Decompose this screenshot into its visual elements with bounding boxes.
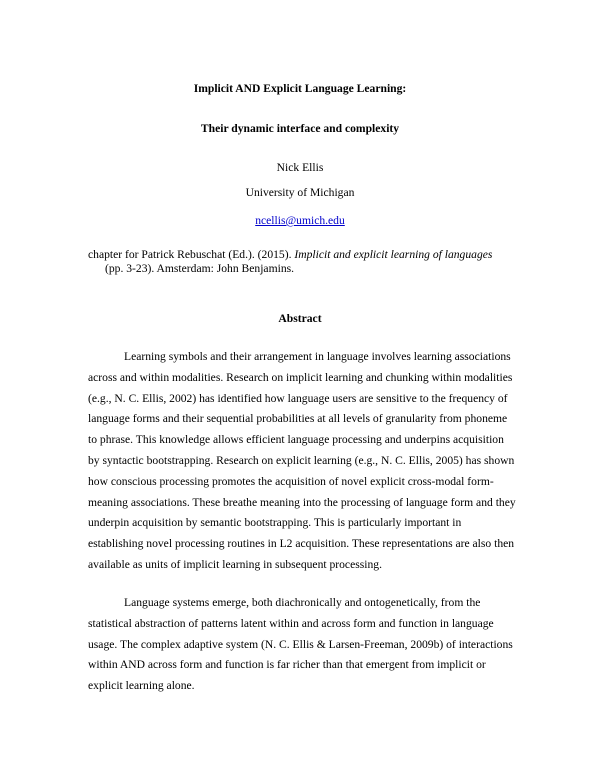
citation-book-title: Implicit and explicit learning of languages <box>294 248 493 261</box>
author-email-link[interactable]: ncellis@umich.edu <box>255 214 345 227</box>
citation <box>88 248 518 276</box>
abstract-heading: Abstract <box>278 312 322 325</box>
paper-subtitle: Their dynamic interface and complexity <box>200 122 400 135</box>
citation-suffix: (pp. 3-23). Amsterdam: John Benjamins. <box>105 262 295 275</box>
abstract-paragraph-2: Language systems emerge, both diachronically and ontogenetically, from the statistical abstraction of patterns latent within and across form and function in language usage. The complex adaptive system (N. C. Ellis & Larsen-Freeman, 2009b) of interactions within AND across form and function is far richer than that emergent from implicit or explicit learning alone. <box>88 596 513 693</box>
citation-prefix: chapter for Patrick Rebuschat (Ed.). (2015). <box>88 248 295 261</box>
abstract-paragraph-1-wrap <box>88 347 518 576</box>
author-email-wrap <box>0 214 600 228</box>
paper-title: Implicit AND Explicit Language Learning: <box>193 82 407 95</box>
author-name: Nick Ellis <box>276 161 324 174</box>
author-affiliation: University of Michigan <box>245 186 355 199</box>
abstract-paragraph-2-wrap <box>88 593 518 697</box>
abstract-paragraph-1: Learning symbols and their arrangement in language involves learning associations across and within modalities. Research on implicit learning and chunking within modalities (e.g., N. C. Ellis, 2002) has identified how language users are sensitive to the frequency of language forms and their sequential probabilities at all levels of granularity from phoneme to phrase. This knowledge allows efficient language processing and underpins acquisition by syntactic bootstrapping. Research on explicit learning (e.g., N. C. Ellis, 2005) has shown how conscious processing promotes the acquisition of novel explicit cross-modal form-meaning associations. These breathe meaning into the processing of language form and they underpin acquisition by semantic bootstrapping. This is particularly important in establishing novel processing routines in L2 acquisition. These representations are also then available as units of implicit learning in subsequent processing. <box>88 350 516 571</box>
